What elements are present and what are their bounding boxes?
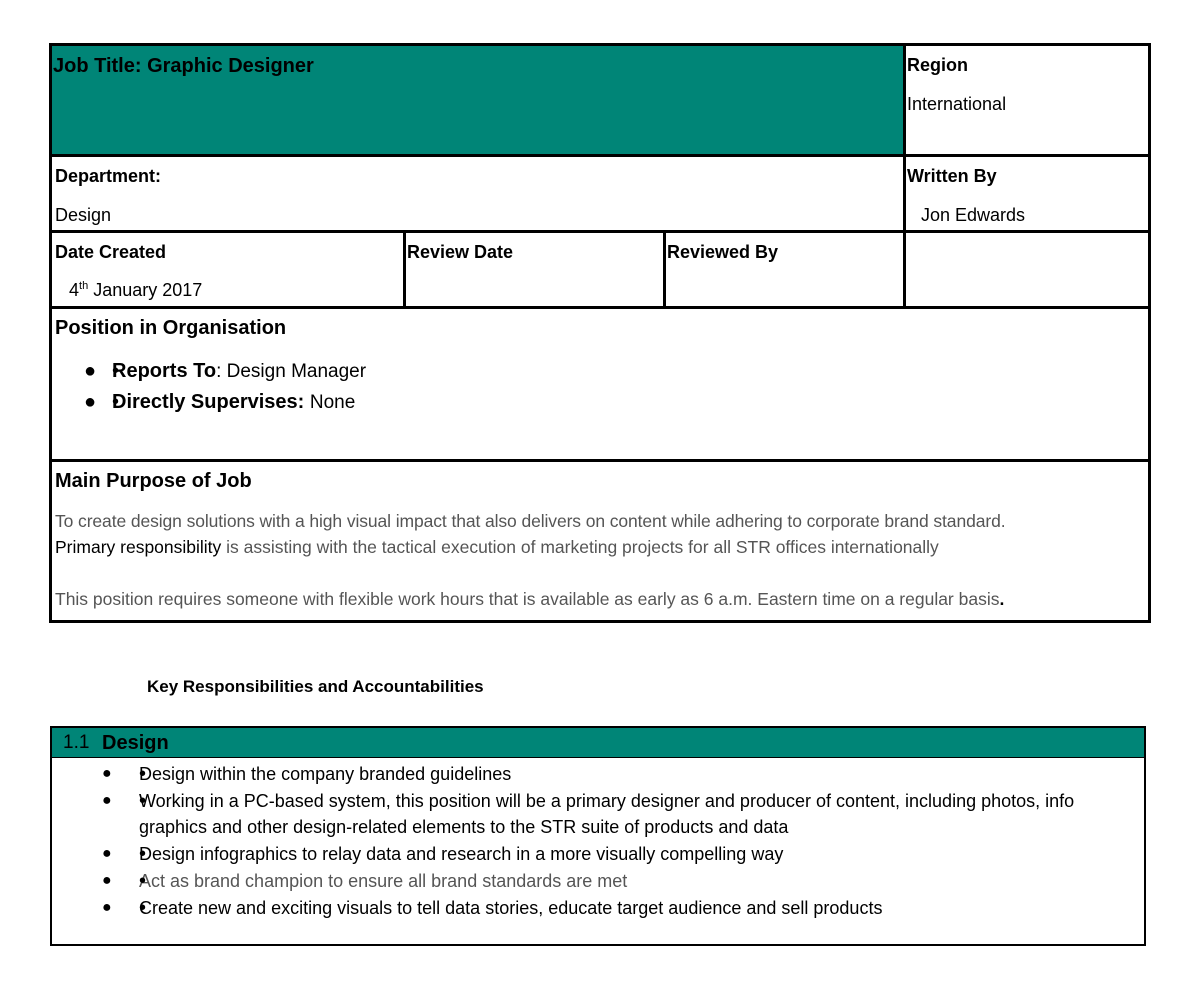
list-item-text: Act as brand champion to ensure all brand standards are met [139,871,628,891]
bullet-icon: • ● [84,360,97,382]
blank-cell [903,230,1151,309]
list-item-text: Design infographics to relay data and research in a more visually compelling way [139,844,784,864]
purpose-line-2-lead: Primary responsibility [55,537,222,557]
purpose-line-3-text: This position requires someone with flexible work hours that is available as early as 6 a.m. Eastern time on a regular basis [55,589,1000,609]
list-item-text: Working in a PC-based system, this position will be a primary designer and producer of content, including photos, info graphics and other design-related elements to the STR suite of products and data [139,791,1075,837]
reports-to-sep: : [216,361,227,382]
position-cell [49,306,1151,462]
purpose-heading: Main Purpose of Job [55,470,252,492]
list-item [84,356,367,387]
position-list [84,356,367,418]
region-cell [903,43,1151,157]
bullet-icon: • ● [102,765,112,782]
written-by-label: Written By [907,166,997,186]
written-by-value: Jon Edwards [921,205,1026,225]
purpose-cell [49,459,1151,623]
list-item [102,788,1139,840]
purpose-line-3-end: . [999,589,1005,609]
date-created-suffix: th [79,280,89,292]
list-item [102,841,1139,867]
bullet-icon: • ● [102,872,112,889]
bullet-icon: • ● [102,845,112,862]
department-value: Design [55,205,112,225]
department-label: Department: [55,166,162,186]
key-resp-heading: Key Responsibilities and Accountabilities [147,677,484,696]
purpose-line-3 [55,588,1004,610]
purpose-line-2-rest: is assisting with the tactical execution of marketing projects for all STR offices internationally [221,537,939,557]
purpose-line-1: To create design solutions with a high visual impact that also delivers on content while adhering to corporate brand standard. [55,511,1006,531]
job-title: Job Title: Graphic Designer [53,55,314,77]
department-cell [49,154,906,233]
design-list [102,761,1139,921]
supervises-label: Directly Supervises: [112,391,305,413]
list-item [102,761,1139,787]
reports-to-label: Reports To [112,360,217,382]
job-title-cell [49,43,906,157]
region-value: International [907,94,1007,114]
section-title: Design [102,732,169,754]
design-section-header [52,728,1144,758]
purpose-line-2 [55,536,939,558]
date-created-value [69,279,202,301]
reviewed-by-cell [663,230,906,309]
date-created-day: 4 [69,280,80,300]
list-item [102,868,1139,894]
design-section [50,726,1146,946]
list-item-text: Design within the company branded guidelines [139,764,512,784]
reports-to-value: Design Manager [226,361,367,382]
job-info-table [49,43,1151,623]
supervises-value: None [309,392,356,413]
reviewed-by-label: Reviewed By [667,242,779,262]
review-date-label: Review Date [407,242,514,262]
list-item [102,895,1139,921]
bullet-icon: • ● [102,792,112,809]
bullet-icon: • ● [102,899,112,916]
bullet-icon: • ● [84,391,97,413]
written-by-cell [903,154,1151,233]
date-created-label: Date Created [55,242,167,262]
list-item [84,387,366,418]
review-date-cell [403,230,666,309]
list-item-text: Create new and exciting visuals to tell data stories, educate target audience and sell products [139,898,883,918]
section-number: 1.1 [63,732,90,753]
region-label: Region [907,55,968,75]
date-created-cell [49,230,406,309]
date-created-rest: January 2017 [88,280,203,300]
position-heading: Position in Organisation [55,317,287,339]
